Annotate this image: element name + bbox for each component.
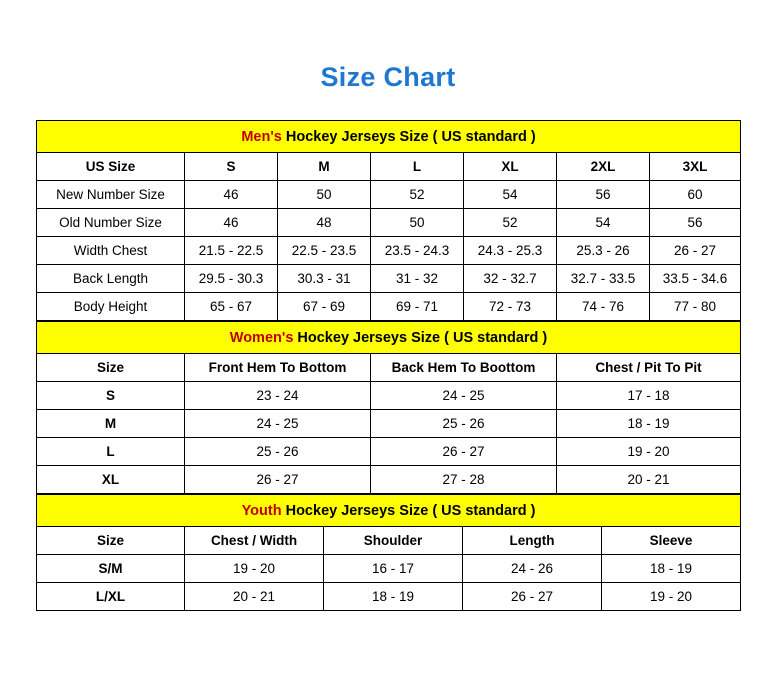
youth-row-0-value-2: 24 - 26: [463, 555, 602, 583]
mens-header-row: [37, 153, 741, 181]
table-row: [37, 265, 741, 293]
mens-row-4-value-1: 67 - 69: [278, 293, 371, 321]
youth-row-0-label: S/M: [37, 555, 185, 583]
mens-header-cell-2: M: [278, 153, 371, 181]
mens-row-1-value-0: 46: [185, 209, 278, 237]
mens-banner-row: [37, 121, 741, 153]
youth-header-cell-1: Chest / Width: [185, 527, 324, 555]
page-title: Size Chart: [320, 62, 456, 92]
mens-row-1-label: Old Number Size: [37, 209, 185, 237]
mens-row-2-value-1: 22.5 - 23.5: [278, 237, 371, 265]
mens-size-table: [36, 120, 741, 321]
mens-row-4-value-0: 65 - 67: [185, 293, 278, 321]
size-tables-container: [36, 120, 740, 611]
mens-header-cell-4: XL: [464, 153, 557, 181]
table-row: [37, 293, 741, 321]
youth-banner-cell: [37, 495, 741, 527]
womens-row-1-value-2: 18 - 19: [557, 410, 741, 438]
mens-row-0-value-3: 54: [464, 181, 557, 209]
womens-row-2-value-0: 25 - 26: [185, 438, 371, 466]
womens-banner-cell: [37, 322, 741, 354]
womens-row-0-value-1: 24 - 25: [371, 382, 557, 410]
mens-header-cell-1: S: [185, 153, 278, 181]
table-row: [37, 237, 741, 265]
mens-row-1-value-4: 54: [557, 209, 650, 237]
mens-row-3-label: Back Length: [37, 265, 185, 293]
mens-banner-accent: Men's: [241, 128, 282, 145]
mens-row-0-value-4: 56: [557, 181, 650, 209]
table-row: [37, 555, 741, 583]
womens-row-1-label: M: [37, 410, 185, 438]
youth-row-1-label: L/XL: [37, 583, 185, 611]
womens-row-1-value-0: 24 - 25: [185, 410, 371, 438]
mens-header-cell-0: US Size: [37, 153, 185, 181]
youth-header-row: [37, 527, 741, 555]
mens-row-3-value-0: 29.5 - 30.3: [185, 265, 278, 293]
womens-row-3-value-0: 26 - 27: [185, 466, 371, 494]
table-row: [37, 382, 741, 410]
table-row: [37, 410, 741, 438]
youth-banner-rest: Hockey Jerseys Size ( US standard ): [281, 502, 536, 519]
youth-header-cell-4: Sleeve: [602, 527, 741, 555]
womens-row-0-value-2: 17 - 18: [557, 382, 741, 410]
table-row: [37, 181, 741, 209]
youth-row-0-value-1: 16 - 17: [324, 555, 463, 583]
mens-banner-rest: Hockey Jerseys Size ( US standard ): [281, 128, 536, 145]
youth-header-cell-3: Length: [463, 527, 602, 555]
mens-row-3-value-4: 32.7 - 33.5: [557, 265, 650, 293]
mens-row-0-value-0: 46: [185, 181, 278, 209]
mens-row-4-value-3: 72 - 73: [464, 293, 557, 321]
mens-row-2-label: Width Chest: [37, 237, 185, 265]
table-row: [37, 209, 741, 237]
womens-row-3-value-1: 27 - 28: [371, 466, 557, 494]
mens-header-cell-3: L: [371, 153, 464, 181]
mens-row-3-value-5: 33.5 - 34.6: [650, 265, 741, 293]
youth-banner-row: [37, 495, 741, 527]
womens-header-cell-2: Back Hem To Boottom: [371, 354, 557, 382]
womens-header-cell-3: Chest / Pit To Pit: [557, 354, 741, 382]
womens-header-cell-1: Front Hem To Bottom: [185, 354, 371, 382]
mens-header-cell-5: 2XL: [557, 153, 650, 181]
mens-row-2-value-3: 24.3 - 25.3: [464, 237, 557, 265]
mens-row-1-value-5: 56: [650, 209, 741, 237]
womens-header-row: [37, 354, 741, 382]
womens-banner-row: [37, 322, 741, 354]
youth-row-0-value-0: 19 - 20: [185, 555, 324, 583]
mens-row-3-value-1: 30.3 - 31: [278, 265, 371, 293]
womens-row-1-value-1: 25 - 26: [371, 410, 557, 438]
womens-row-2-value-2: 19 - 20: [557, 438, 741, 466]
womens-row-0-value-0: 23 - 24: [185, 382, 371, 410]
youth-banner-accent: Youth: [241, 502, 282, 519]
mens-row-4-value-4: 74 - 76: [557, 293, 650, 321]
youth-row-1-value-2: 26 - 27: [463, 583, 602, 611]
mens-row-4-value-2: 69 - 71: [371, 293, 464, 321]
mens-row-1-value-2: 50: [371, 209, 464, 237]
womens-row-2-value-1: 26 - 27: [371, 438, 557, 466]
mens-row-0-value-2: 52: [371, 181, 464, 209]
youth-row-1-value-1: 18 - 19: [324, 583, 463, 611]
youth-header-cell-2: Shoulder: [324, 527, 463, 555]
womens-header-cell-0: Size: [37, 354, 185, 382]
youth-row-0-value-3: 18 - 19: [602, 555, 741, 583]
womens-size-table: [36, 321, 741, 494]
youth-header-cell-0: Size: [37, 527, 185, 555]
table-row: [37, 466, 741, 494]
youth-size-table: [36, 494, 741, 611]
womens-banner-accent: Women's: [229, 329, 294, 346]
table-row: [37, 583, 741, 611]
mens-header-cell-6: 3XL: [650, 153, 741, 181]
mens-banner-cell: [37, 121, 741, 153]
youth-row-1-value-3: 19 - 20: [602, 583, 741, 611]
mens-row-3-value-2: 31 - 32: [371, 265, 464, 293]
mens-row-2-value-5: 26 - 27: [650, 237, 741, 265]
mens-row-0-label: New Number Size: [37, 181, 185, 209]
youth-row-1-value-0: 20 - 21: [185, 583, 324, 611]
mens-row-2-value-2: 23.5 - 24.3: [371, 237, 464, 265]
womens-row-2-label: L: [37, 438, 185, 466]
womens-row-3-value-2: 20 - 21: [557, 466, 741, 494]
mens-row-4-label: Body Height: [37, 293, 185, 321]
mens-row-2-value-4: 25.3 - 26: [557, 237, 650, 265]
mens-row-0-value-5: 60: [650, 181, 741, 209]
mens-row-1-value-1: 48: [278, 209, 371, 237]
table-row: [37, 438, 741, 466]
womens-banner-rest: Hockey Jerseys Size ( US standard ): [293, 329, 548, 346]
mens-row-4-value-5: 77 - 80: [650, 293, 741, 321]
womens-row-3-label: XL: [37, 466, 185, 494]
mens-row-1-value-3: 52: [464, 209, 557, 237]
mens-row-2-value-0: 21.5 - 22.5: [185, 237, 278, 265]
womens-row-0-label: S: [37, 382, 185, 410]
mens-row-0-value-1: 50: [278, 181, 371, 209]
mens-row-3-value-3: 32 - 32.7: [464, 265, 557, 293]
